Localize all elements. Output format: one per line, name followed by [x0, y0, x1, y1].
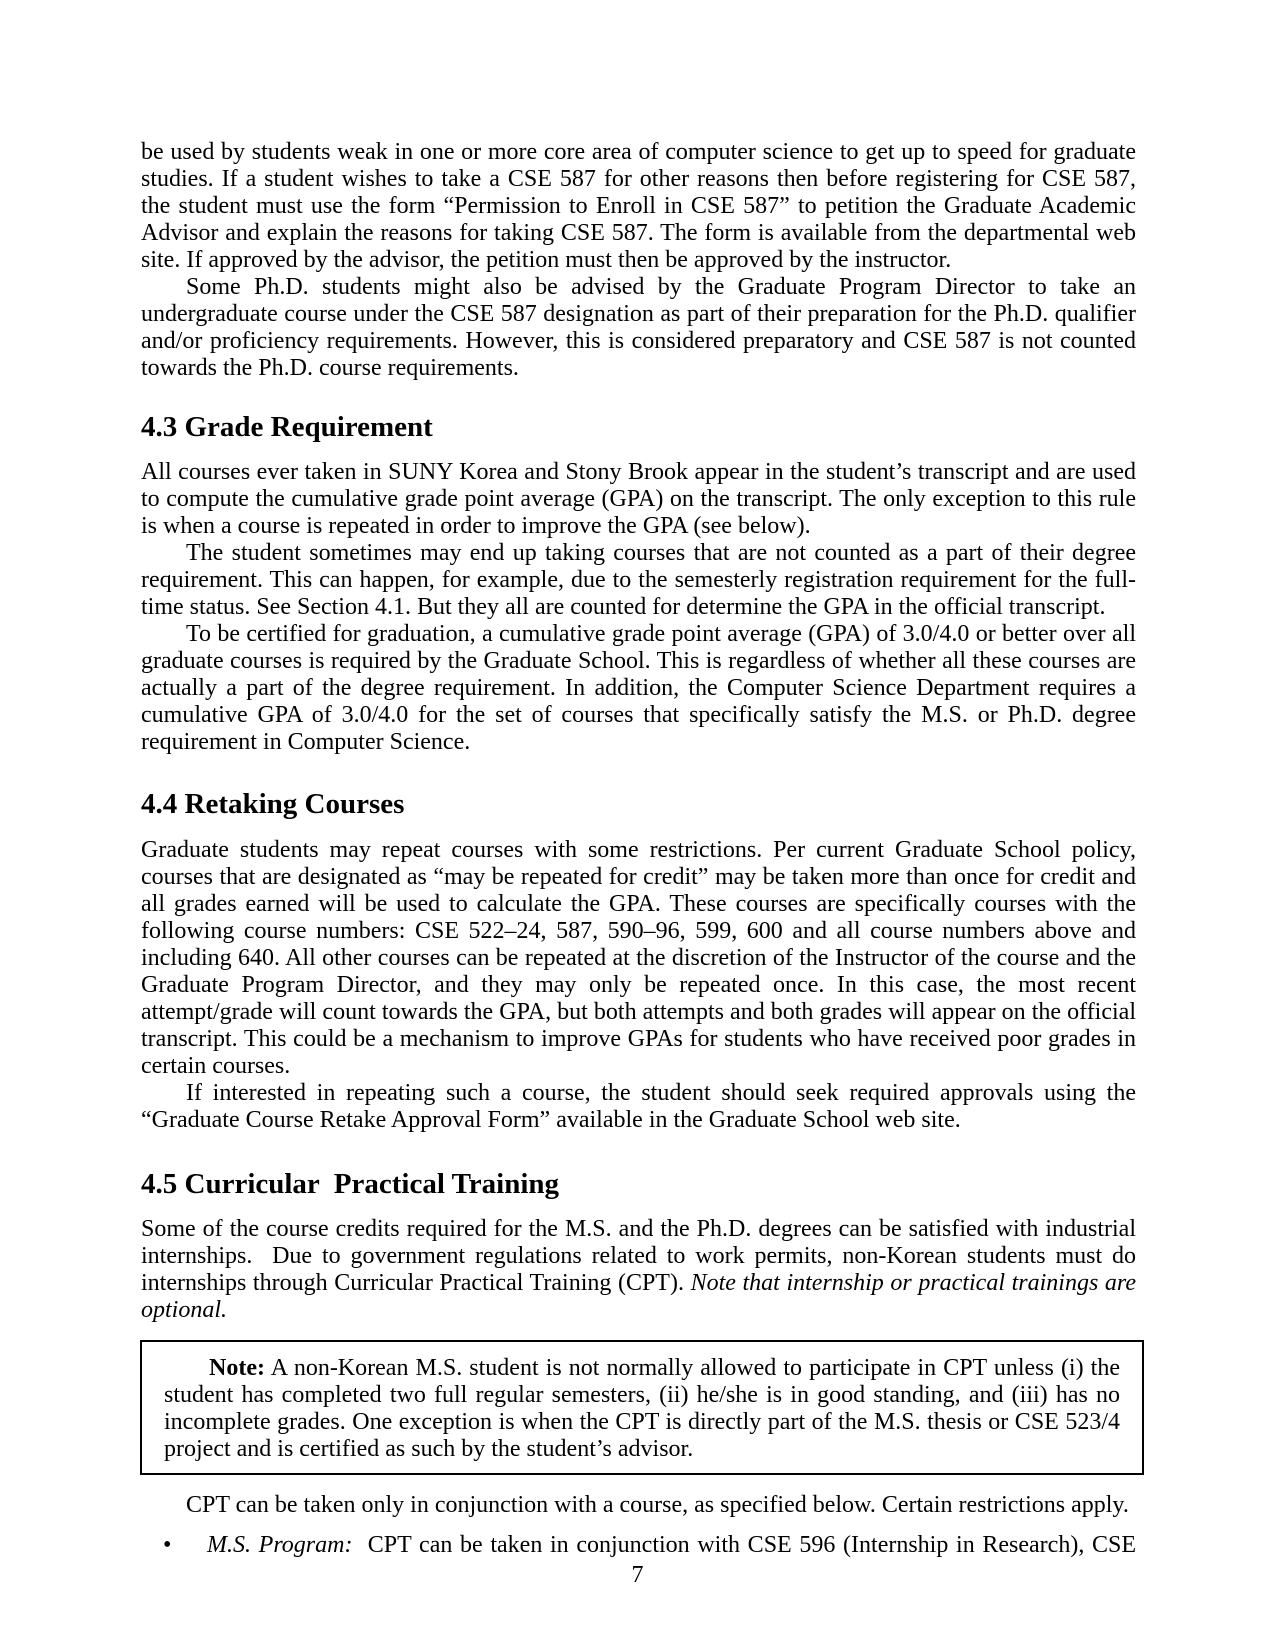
paragraph-cse587-continued: be used by students weak in one or more core area of computer science to get up to speed for graduate studies. If a student wishes to take a CSE 587 for other reasons then before registering for CSE 587, the student must use the form “Permission to Enroll in CSE 587” to petition the Graduate Academic Advisor and explain the reasons for taking CSE 587. The form is available from the departmental web site. If approved by the advisor, the petition must then be approved by the instructor.	[141, 139, 1136, 273]
note-paragraph	[164, 1355, 1120, 1463]
bullet-marker: •	[163, 1532, 172, 1558]
page-number: 7	[631, 1562, 644, 1588]
note-body-text: A non-Korean M.S. student is not normally allowed to participate in CPT unless (i) the student has completed two full regular semesters, (ii) he/she is in good standing, and (iii) has no incomplete grades. One exception is when the CPT is directly part of the M.S. thesis or CSE 523/4 project and is certified as such by the student’s advisor.	[164, 1355, 1120, 1462]
bullet-list-item-ms-program	[141, 1532, 1136, 1559]
bullet-paragraph	[207, 1532, 1136, 1559]
bullet-label-italic: M.S. Program:	[207, 1532, 353, 1558]
section-heading-4-3: 4.3 Grade Requirement	[141, 411, 433, 443]
note-label: Note:	[209, 1355, 265, 1381]
paragraph-gpa-transcript: All courses ever taken in SUNY Korea and Stony Brook appear in the student’s transcript and are used to compute the cumulative grade point average (GPA) on the transcript. The only exception to this rule is when a course is repeated in order to improve the GPA (see below).	[141, 459, 1136, 539]
note-box	[140, 1340, 1144, 1475]
paragraph-cpt-conjunction: CPT can be taken only in conjunction with a course, as specified below. Certain restrictions apply.	[186, 1492, 1129, 1518]
paragraph-uncounted-courses: The student sometimes may end up taking courses that are not counted as a part of their degree requirement. This can happen, for example, due to the semesterly registration requirement for the full-time status. See Section 4.1. But they all are counted for determine the GPA in the official transcript.	[141, 540, 1136, 620]
bullet-rest-text: CPT can be taken in conjunction with CSE 596 (Internship in Research), CSE	[352, 1532, 1137, 1558]
section-heading-4-5: 4.5 Curricular Practical Training	[141, 1168, 560, 1200]
cpt-intro-regular-text: Some of the course credits required for the M.S. and the Ph.D. degrees can be satisfied with industrial internships. Due to government regulations related to work permits, non-Korean students must do internships through Curricular Practical Training (CPT).	[141, 1216, 1142, 1296]
section-heading-4-4: 4.4 Retaking Courses	[141, 788, 405, 820]
paragraph-graduation-gpa: To be certified for graduation, a cumulative grade point average (GPA) of 3.0/4.0 or better over all graduate courses is required by the Graduate School. This is regardless of whether all these courses are actually a part of the degree requirement. In addition, the Computer Science Department requires a cumulative GPA of 3.0/4.0 for the set of courses that specifically satisfy the M.S. or Ph.D. degree requirement in Computer Science.	[141, 621, 1136, 755]
paragraph-retake-approval: If interested in repeating such a course, the student should seek required approvals using the “Graduate Course Retake Approval Form” available in the Graduate School web site.	[141, 1080, 1136, 1133]
paragraph-cse587-phd: Some Ph.D. students might also be advised by the Graduate Program Director to take an undergraduate course under the CSE 587 designation as part of their preparation for the Ph.D. qualifier and/or proficiency requirements. However, this is considered preparatory and CSE 587 is not counted towards the Ph.D. course requirements.	[141, 274, 1136, 381]
paragraph-retake-policy: Graduate students may repeat courses with some restrictions. Per current Graduate School policy, courses that are designated as “may be repeated for credit” may be taken more than once for credit and all grades earned will be used to calculate the GPA. These courses are specifically courses with the following course numbers: CSE 522–24, 587, 590–96, 599, 600 and all course numbers above and including 640. All other courses can be repeated at the discretion of the Instructor of the course and the Graduate Program Director, and they may only be repeated once. In this case, the most recent attempt/grade will count towards the GPA, but both attempts and both grades will appear on the official transcript. This could be a mechanism to improve GPAs for students who have received poor grades in certain courses.	[141, 837, 1136, 1079]
cpt-intro-italic-text: Note that internship or practical trainings are optional.	[141, 1270, 1136, 1323]
paragraph-cpt-intro	[141, 1216, 1142, 1324]
